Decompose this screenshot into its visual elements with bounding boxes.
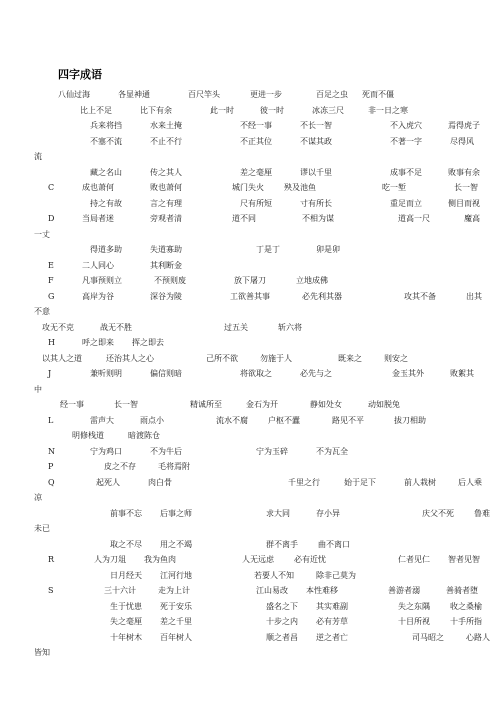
idiom-text: 藏之名山 [90, 167, 122, 177]
idiom-text: 日月经天 [110, 570, 142, 580]
idiom-line [34, 537, 466, 553]
index-letter: E [48, 260, 54, 270]
idiom-text: 卯是卯 [316, 245, 340, 254]
idiom-text: 己所不欲 [206, 353, 238, 363]
idiom-text: 取之不尽 [110, 539, 142, 549]
idiom-line [34, 397, 466, 413]
idiom-text: 深谷为陵 [150, 291, 182, 301]
idiom-text: 兵来将挡 [90, 121, 122, 130]
idiom-text: 二人同心 [82, 260, 114, 270]
idiom-line [34, 568, 466, 584]
idiom-text: 高岸为谷 [82, 291, 114, 301]
idiom-text: 冰冻三尺 [312, 105, 344, 115]
idiom-text: 不意 [34, 307, 50, 316]
idiom-text: 雨点小 [140, 415, 164, 425]
idiom-text: 精诚所至 [190, 400, 222, 409]
idiom-text: 十目所视 [398, 617, 430, 626]
idiom-text: 其实难副 [316, 601, 348, 611]
idiom-text: 失道寡助 [150, 245, 182, 254]
idiom-text: 败也萧何 [150, 183, 182, 192]
idiom-text: 善骑者堕 [446, 586, 478, 595]
idiom-text: 非一日之寒 [368, 105, 408, 115]
idiom-text: 不正其位 [240, 136, 272, 146]
idiom-line [34, 211, 480, 227]
idiom-text: 更进一步 [250, 90, 282, 99]
idiom-line [34, 289, 482, 305]
line-continuation [34, 382, 466, 398]
idiom-line [34, 165, 480, 181]
index-letter: Q [48, 477, 55, 487]
idiom-text: 尽得风 [450, 136, 474, 146]
idiom-text: 善游者溺 [388, 586, 420, 595]
idiom-text: 前事不忘 [110, 508, 142, 518]
index-letter: D [48, 214, 55, 223]
idiom-text: 生于忧患 [110, 601, 142, 611]
idiom-text: 败事有余 [448, 167, 480, 177]
index-letter: R [48, 555, 55, 564]
idiom-text: 前人栽树 [404, 477, 436, 487]
idiom-text: 走为上计 [158, 586, 190, 595]
idiom-text: 凡事预则立 [82, 276, 122, 285]
document-title: 四字成语 [58, 68, 102, 81]
idiom-text: 得道多助 [90, 245, 122, 254]
idiom-text: 魔高 [464, 214, 480, 223]
idiom-text: 比下有余 [140, 105, 172, 115]
idiom-text: 不为瓦全 [316, 446, 348, 456]
idiom-line [34, 552, 480, 568]
idiom-text: 寸有所长 [300, 198, 332, 208]
idiom-text: 必有近忧 [294, 555, 326, 564]
idiom-text: 死于安乐 [160, 601, 192, 611]
idiom-text: 偏信则暗 [150, 369, 182, 378]
idiom-text: 百足之虫 [316, 90, 348, 99]
idiom-text: 成事不足 [390, 167, 422, 177]
idiom-text: 彼一时 [260, 105, 284, 115]
idiom-text: 不塞不流 [90, 136, 122, 146]
idiom-line [34, 444, 466, 460]
idiom-text: 用之不竭 [160, 539, 192, 549]
idiom-text: 长一智 [454, 183, 478, 192]
idiom-text: 鲁难 [474, 508, 490, 518]
idiom-text: 百年树人 [160, 632, 192, 642]
index-letter: J [48, 369, 52, 378]
idiom-text: 败絮其 [450, 369, 474, 378]
idiom-text: 群不离手 [266, 539, 298, 549]
idiom-text: 焉得虎子 [448, 121, 480, 130]
idiom-text: 不为牛后 [150, 446, 182, 456]
idiom-text: 经一事 [60, 400, 84, 409]
index-letter: G [48, 291, 55, 301]
idiom-text: 江山易改 [256, 586, 288, 595]
idiom-text: 皮之不存 [104, 462, 136, 471]
idiom-line [34, 87, 466, 103]
line-continuation [34, 645, 466, 661]
idiom-line [34, 103, 466, 119]
idiom-text: 毛将焉附 [158, 462, 190, 471]
idiom-list [34, 87, 490, 661]
idiom-text: 三十六计 [104, 586, 136, 595]
idiom-text: 谬以千里 [300, 167, 332, 177]
idiom-text: 不著一字 [390, 136, 422, 146]
idiom-text: 长一智 [114, 400, 138, 409]
idiom-text: 还治其人之心 [106, 353, 154, 363]
idiom-text: 不长一智 [300, 121, 332, 130]
idiom-line [34, 196, 480, 212]
idiom-text: 传之其人 [150, 167, 182, 177]
idiom-text: 差之毫厘 [240, 167, 272, 177]
idiom-text: 皆知 [34, 648, 50, 657]
idiom-text: 攻无不克 [42, 322, 74, 332]
idiom-text: 未已 [34, 524, 50, 533]
idiom-text: 智者见智 [448, 555, 480, 564]
idiom-line [34, 320, 466, 336]
idiom-line [34, 366, 474, 382]
idiom-text: 道高一尺 [398, 214, 430, 223]
idiom-text: 本性难移 [306, 586, 338, 595]
idiom-text: 既来之 [338, 353, 362, 363]
idiom-line [34, 180, 478, 196]
idiom-text: 若要人不知 [254, 570, 294, 580]
idiom-text: 仁者见仁 [398, 555, 430, 564]
idiom-text: 死而不僵 [362, 90, 394, 99]
idiom-text: 兼听则明 [90, 369, 122, 378]
idiom-text: 明修栈道 [72, 431, 104, 440]
idiom-text: 拔刀相助 [394, 415, 426, 425]
idiom-line [34, 475, 482, 491]
line-continuation [34, 490, 466, 506]
idiom-text: 持之有故 [90, 198, 122, 208]
idiom-text: 言之有理 [150, 198, 182, 208]
idiom-text: 肉白骨 [148, 477, 172, 487]
idiom-text: 十步之内 [266, 617, 298, 626]
idiom-text: 必先与之 [300, 369, 332, 378]
idiom-text: 出其 [466, 291, 482, 301]
idiom-text: 雷声大 [90, 415, 114, 425]
idiom-text: 动如脱兔 [368, 400, 400, 409]
idiom-text: 后人乘 [458, 477, 482, 487]
line-continuation [34, 521, 466, 537]
index-letter: L [48, 415, 54, 425]
idiom-text: 求大同 [266, 508, 290, 518]
idiom-text: 人无远虑 [242, 555, 274, 564]
idiom-text: 各显神通 [118, 90, 150, 99]
index-letter: H [48, 338, 55, 347]
index-letter: N [48, 446, 55, 456]
idiom-text: 起死人 [96, 477, 120, 487]
idiom-text: 不谋其政 [300, 136, 332, 146]
idiom-text: 庆父不死 [422, 508, 454, 518]
idiom-text: 后事之师 [160, 508, 192, 518]
idiom-text: 凉 [34, 493, 42, 502]
idiom-text: 勿施于人 [260, 353, 292, 363]
idiom-text: 挥之即去 [132, 338, 164, 347]
idiom-text: 过五关 [224, 322, 248, 332]
idiom-text: 江河行地 [160, 570, 192, 580]
idiom-text: 八仙过海 [58, 90, 90, 99]
idiom-text: 立地成佛 [296, 276, 328, 285]
idiom-text: 心路人 [466, 632, 490, 642]
idiom-text: 旁观者清 [150, 214, 182, 223]
idiom-text: 丁是丁 [256, 245, 280, 254]
idiom-line [34, 351, 466, 367]
idiom-text: 侧目而视 [448, 198, 480, 208]
idiom-text: 金玉其外 [392, 369, 424, 378]
idiom-text: 成也萧何 [82, 183, 114, 192]
idiom-text: 将欲取之 [240, 369, 272, 378]
line-continuation [34, 149, 466, 165]
idiom-line [34, 506, 490, 522]
idiom-text: 不相为谋 [302, 214, 334, 223]
idiom-text: 重足而立 [390, 198, 422, 208]
idiom-text: 当局者迷 [82, 214, 114, 223]
idiom-text: 中 [34, 384, 42, 394]
idiom-text: 我为鱼肉 [144, 555, 176, 564]
idiom-text: 宁为玉碎 [256, 446, 288, 456]
idiom-text: 司马昭之 [412, 632, 444, 642]
idiom-text: 十手所指 [450, 617, 482, 626]
idiom-text: 此一时 [210, 105, 234, 115]
idiom-text: 金石为开 [246, 400, 278, 409]
idiom-text: 工欲善其事 [230, 291, 270, 301]
idiom-line [34, 118, 480, 134]
idiom-text: 差之千里 [160, 617, 192, 626]
idiom-text: 不经一事 [240, 121, 272, 130]
idiom-text: 始于足下 [344, 477, 376, 487]
idiom-text: 必先利其器 [302, 291, 342, 301]
idiom-text: 以其人之道 [42, 353, 82, 363]
idiom-text: 人为刀俎 [94, 555, 126, 564]
idiom-text: 不预则废 [154, 276, 186, 285]
idiom-text: 除非己莫为 [316, 570, 356, 580]
idiom-text: 盛名之下 [266, 601, 298, 611]
idiom-line [34, 614, 482, 630]
idiom-line [34, 134, 474, 150]
idiom-text: 必有芳草 [316, 617, 348, 626]
idiom-text: 一丈 [34, 229, 50, 239]
index-letter: P [48, 462, 54, 471]
idiom-text: 放下屠刀 [234, 276, 266, 285]
idiom-text: 尺有所短 [240, 198, 272, 208]
idiom-text: 呼之即来 [82, 338, 114, 347]
idiom-line [34, 273, 466, 289]
idiom-text: 不入虎穴 [390, 121, 422, 130]
idiom-text: 十年树木 [110, 632, 142, 642]
idiom-line [34, 599, 482, 615]
idiom-text: 城门失火 [232, 183, 264, 192]
line-continuation [34, 227, 466, 243]
index-letter: F [48, 276, 54, 285]
idiom-text: 攻其不备 [404, 291, 436, 301]
index-letter: S [48, 586, 54, 595]
idiom-text: 比上不足 [80, 105, 112, 115]
idiom-text: 顺之者昌 [266, 632, 298, 642]
idiom-text: 路见不平 [332, 415, 364, 425]
idiom-text: 则安之 [384, 353, 408, 363]
idiom-text: 存小异 [316, 508, 340, 518]
idiom-text: 曲不离口 [318, 539, 350, 549]
idiom-text: 失之东隅 [398, 601, 430, 611]
idiom-text: 斩六将 [278, 322, 302, 332]
idiom-text: 失之毫厘 [110, 617, 142, 626]
line-continuation [34, 304, 466, 320]
idiom-text: 静如处女 [310, 400, 342, 409]
idiom-line [34, 459, 466, 475]
idiom-text: 百尺竿头 [188, 90, 220, 99]
idiom-line [34, 413, 466, 429]
idiom-line [34, 428, 466, 444]
idiom-line [34, 583, 478, 599]
idiom-text: 流水不腐 [216, 415, 248, 425]
idiom-text: 千里之行 [288, 477, 320, 487]
idiom-text: 收之桑榆 [450, 601, 482, 611]
idiom-line [34, 258, 466, 274]
idiom-text: 户枢不蠹 [268, 415, 300, 425]
idiom-line [34, 335, 466, 351]
idiom-text: 殃及池鱼 [284, 183, 316, 192]
idiom-text: 暗渡陈仓 [128, 431, 160, 440]
idiom-text: 宁为鸡口 [90, 446, 122, 456]
idiom-text: 道不同 [232, 214, 256, 223]
idiom-line [34, 242, 466, 258]
idiom-text: 吃一堑 [382, 183, 406, 192]
idiom-text: 其利断金 [150, 260, 182, 270]
idiom-text: 战无不胜 [100, 322, 132, 332]
idiom-text: 逆之者亡 [316, 632, 348, 642]
idiom-text: 不止不行 [150, 136, 182, 146]
idiom-line [34, 630, 490, 646]
index-letter: C [48, 183, 55, 192]
idiom-text: 水来土掩 [150, 121, 182, 130]
idiom-text: 流 [34, 152, 42, 161]
